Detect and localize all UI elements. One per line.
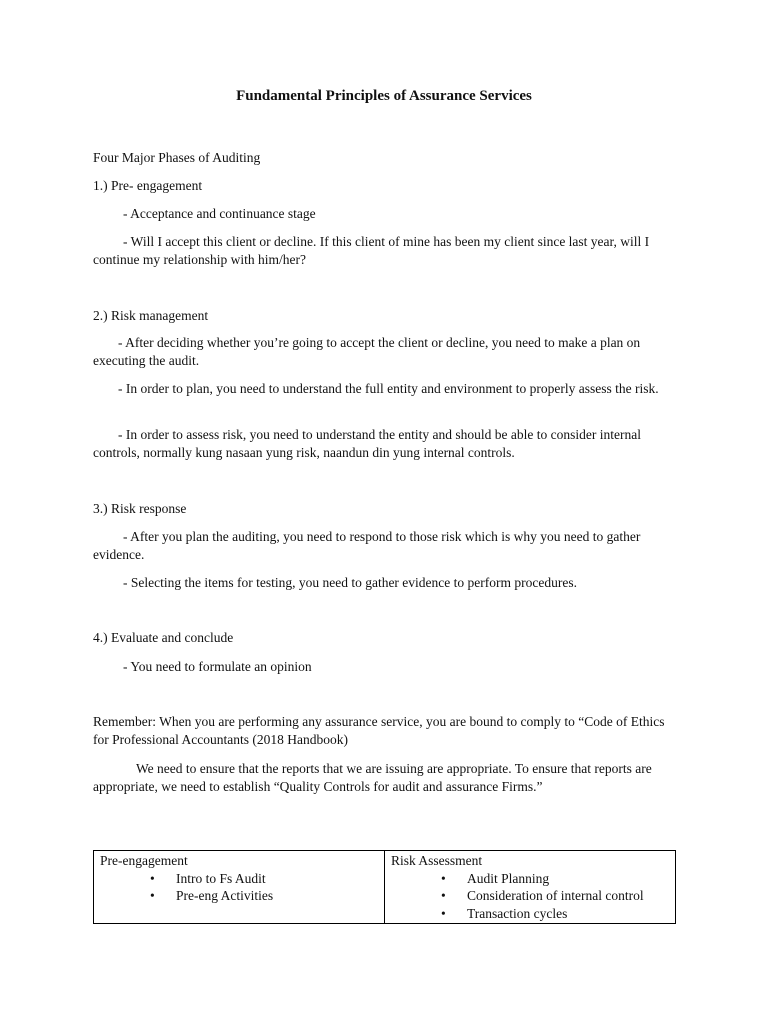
list-item: • Pre-eng Activities [150,888,274,903]
phase-3-point-2: - Selecting the items for testing, you need to gather evidence to perform procedures. [123,575,577,590]
table-header-risk-assessment: Risk Assessment [391,853,483,868]
table-row [94,851,676,924]
phases-table [93,850,676,924]
phase-2-heading: 2.) Risk management [93,308,209,323]
list-item: • Audit Planning [441,870,550,886]
pre-engagement-list [100,870,378,905]
section-subtitle: Four Major Phases of Auditing [93,150,261,165]
list-item: • Transaction cycles [441,905,568,921]
table-cell-risk-assessment [385,851,676,924]
phase-1-point-1: - Acceptance and continuance stage [123,206,316,221]
list-item: • Consideration of internal control [441,888,644,903]
list-item: • Intro to Fs Audit [150,870,266,886]
phase-3-heading: 3.) Risk response [93,501,187,516]
bullet-icon: • [150,888,155,903]
phase-2-point-1: - After deciding whether you’re going to accept the client or decline, you need to make a plan on executing the audit. [93,335,641,368]
phase-1-point-2: - Will I accept this client or decline. If this client of mine has been my client since last year, will I continue my relationship with him/her? [93,234,650,267]
bullet-icon: • [441,870,446,886]
bullet-icon: • [150,870,155,886]
table-header-pre-engagement: Pre-engagement [100,853,188,868]
bullet-icon: • [441,905,446,921]
bullet-icon: • [441,888,446,903]
document-title: Fundamental Principles of Assurance Services [236,88,532,104]
remember-note: Remember: When you are performing any assurance service, you are bound to comply to “Code of Ethics for Professional Accountants (2018 Handbook) [93,714,665,747]
phase-3-point-1: - After you plan the auditing, you need to respond to those risk which is why you need to gather evidence. [93,529,641,562]
phase-1-heading: 1.) Pre- engagement [93,178,203,193]
phase-4-point-1: - You need to formulate an opinion [123,659,312,674]
phase-2-point-3: - In order to assess risk, you need to understand the entity and should be able to consider internal controls, normally kung nasaan yung risk, naandun din yung internal controls. [93,427,641,460]
phase-4-heading: 4.) Evaluate and conclude [93,630,234,645]
risk-assessment-list [391,870,669,923]
phase-2-point-2: - In order to plan, you need to understand the full entity and environment to properly assess the risk. [118,381,659,396]
ensure-note: We need to ensure that the reports that we are issuing are appropriate. To ensure that reports are appropriate, we need to establish “Quality Controls for audit and assurance Firms.” [93,761,652,794]
table-cell-pre-engagement [94,851,385,924]
